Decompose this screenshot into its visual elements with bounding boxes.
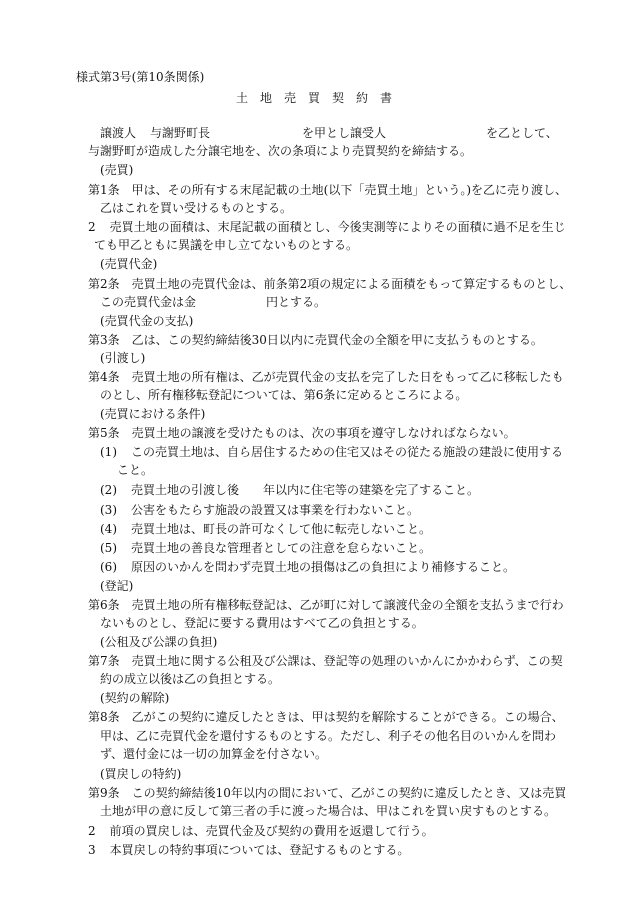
seller-name: 与謝野町長 (150, 126, 211, 140)
article-8-number: 第8条 (88, 710, 120, 724)
item-number: (5) (100, 541, 117, 555)
article-3-caption: (売買代金の支払) (100, 314, 194, 328)
article-4-number: 第4条 (88, 370, 120, 384)
article-2-line-2 (100, 294, 326, 310)
article-8-line-1 (88, 709, 564, 725)
article-5-item-5 (100, 540, 431, 556)
item-text: 売買土地は、町長の許可なくして他に転売しないこと。 (131, 522, 432, 536)
item-text: 原因のいかんを問わず売買土地の損傷は乙の負担により補修すること。 (131, 560, 516, 574)
article-3-line-1 (88, 332, 543, 348)
article-9-para-3 (88, 842, 409, 858)
article-6-text: 売買土地の所有権移転登記は、乙が町に対して譲渡代金の全額を支払うまで行わ (131, 598, 564, 612)
article-1-text: 甲は、その所有する末尾記載の土地(以下「売買土地」という。)を乙に売り渡し、 (131, 183, 568, 197)
article-9-text: この契約締結後10年以内の間において、乙がこの契約に違反したとき、又は売買 (131, 786, 567, 800)
article-5-item-6 (100, 559, 515, 575)
item-text: 売買土地の善良な管理者としての注意を怠らないこと。 (131, 541, 432, 555)
article-4-text: 売買土地の所有権は、乙が売買代金の支払を完了した日をもって乙に移転したも (131, 370, 564, 384)
article-5-item-1 (100, 444, 563, 460)
article-4-line-2: のとし、所有権移転登記については、第6条に定めるところによる。 (100, 388, 468, 402)
seller-suffix: を甲とし譲受人 (302, 126, 387, 140)
article-9-para-3-text: 本買戻しの特約事項については、登記するものとする。 (109, 843, 410, 857)
article-9-para-2 (88, 823, 434, 839)
article-4-line-1 (88, 369, 564, 385)
article-9-caption: (買戻しの特約) (100, 767, 182, 781)
article-3-text: 乙は、この契約締結後30日以内に売買代金の全額を甲に支払うものとする。 (131, 333, 543, 347)
article-7-line-1 (88, 653, 563, 669)
form-number: 様式第3号(第10条関係) (76, 70, 205, 84)
item-number: (2) (100, 483, 117, 497)
article-5-text: 売買土地の譲渡を受けたものは、次の事項を遵守しなければならない。 (131, 426, 516, 440)
article-8-line-3: ず、還付金には一切の加算金を付さない。 (100, 747, 328, 761)
item-text-post: 年以内に住宅等の建築を完了すること。 (263, 483, 480, 497)
article-1-line-2: 乙はこれを買い受けるものとする。 (100, 201, 293, 215)
article-6-line-2: ないものとし、登記に要する費用はすべて乙の負担とする。 (100, 616, 424, 630)
article-2-text: 売買土地の売買代金は、前条第2項の規定による面積をもって算定するものとし、 (131, 277, 572, 291)
article-9-line-2: 土地が甲の意に反して第三者の手に渡った場合は、甲はこれを買い戻すものとする。 (100, 804, 557, 818)
preamble-line-1 (100, 125, 558, 141)
article-5-item-3 (100, 502, 419, 518)
item-text: 公害をもたらす施設の設置又は事業を行わないこと。 (131, 503, 420, 517)
article-8-caption: (契約の解除) (100, 691, 170, 705)
buyer-suffix: を乙として、 (486, 126, 558, 140)
article-9-number: 第9条 (88, 786, 120, 800)
item-number: (4) (100, 522, 117, 536)
article-5-item-1-cont: こと。 (117, 463, 154, 477)
seller-label: 譲渡人 (100, 126, 137, 140)
article-1-number: 第1条 (88, 183, 120, 197)
article-2-price-prefix: この売買代金は金 (100, 295, 197, 309)
article-1-para-2-line-1 (88, 219, 566, 235)
article-1-para-2-number: 2 (88, 220, 96, 234)
article-2-number: 第2条 (88, 277, 120, 291)
article-1-para-2-line-2: ても甲乙ともに異議を申し立てないものとする。 (94, 238, 359, 252)
article-7-number: 第7条 (88, 654, 120, 668)
article-2-caption: (売買代金) (100, 257, 158, 271)
article-8-text: 乙がこの契約に違反したときは、甲は契約を解除することができる。この場合、 (131, 710, 564, 724)
article-2-line-1 (88, 276, 571, 292)
article-6-caption: (登記) (100, 579, 134, 593)
article-4-caption: (引渡し) (100, 351, 146, 365)
item-number: (6) (100, 560, 117, 574)
article-5-item-2 (100, 482, 479, 498)
article-1-para-2-text: 売買土地の面積は、末尾記載の面積とし、今後実測等によりその面積に過不足を生じ (109, 220, 566, 234)
article-5-line-1 (88, 425, 516, 441)
item-number: (1) (100, 445, 117, 459)
article-9-line-1 (88, 785, 566, 801)
item-number: (3) (100, 503, 117, 517)
article-1-line-1 (88, 182, 567, 198)
item-text-pre: 売買土地の引渡し後 (131, 483, 240, 497)
preamble-line-2: 与謝野町が造成した分譲宅地を、次の条項により売買契約を締結する。 (88, 144, 473, 158)
article-5-caption: (売買における条件) (100, 407, 206, 421)
article-5-item-4 (100, 521, 431, 537)
article-2-price-suffix: 円とする。 (266, 295, 327, 309)
article-6-number: 第6条 (88, 598, 120, 612)
article-9-para-2-text: 前項の買戻しは、売買代金及び契約の費用を返還して行う。 (109, 824, 434, 838)
article-6-line-1 (88, 597, 564, 613)
article-7-caption: (公租及び公課の負担) (100, 635, 218, 649)
article-7-text: 売買土地に関する公租及び公課は、登記等の処理のいかんにかかわらず、この契 (131, 654, 563, 668)
article-3-number: 第3条 (88, 333, 120, 347)
document-title: 土地売買契約書 (236, 91, 405, 105)
article-5-number: 第5条 (88, 426, 120, 440)
article-9-para-2-number: 2 (88, 824, 96, 838)
article-1-caption: (売買) (100, 163, 134, 177)
article-9-para-3-number: 3 (88, 843, 96, 857)
article-8-line-2: 甲は、乙に売買代金を還付するものとする。ただし、利子その他名目のいかんを問わ (100, 729, 557, 743)
article-7-line-2: 約の成立以後は乙の負担とする。 (100, 672, 281, 686)
item-text: この売買土地は、自ら居住するための住宅又はその従たる施設の建設に使用する (131, 445, 564, 459)
